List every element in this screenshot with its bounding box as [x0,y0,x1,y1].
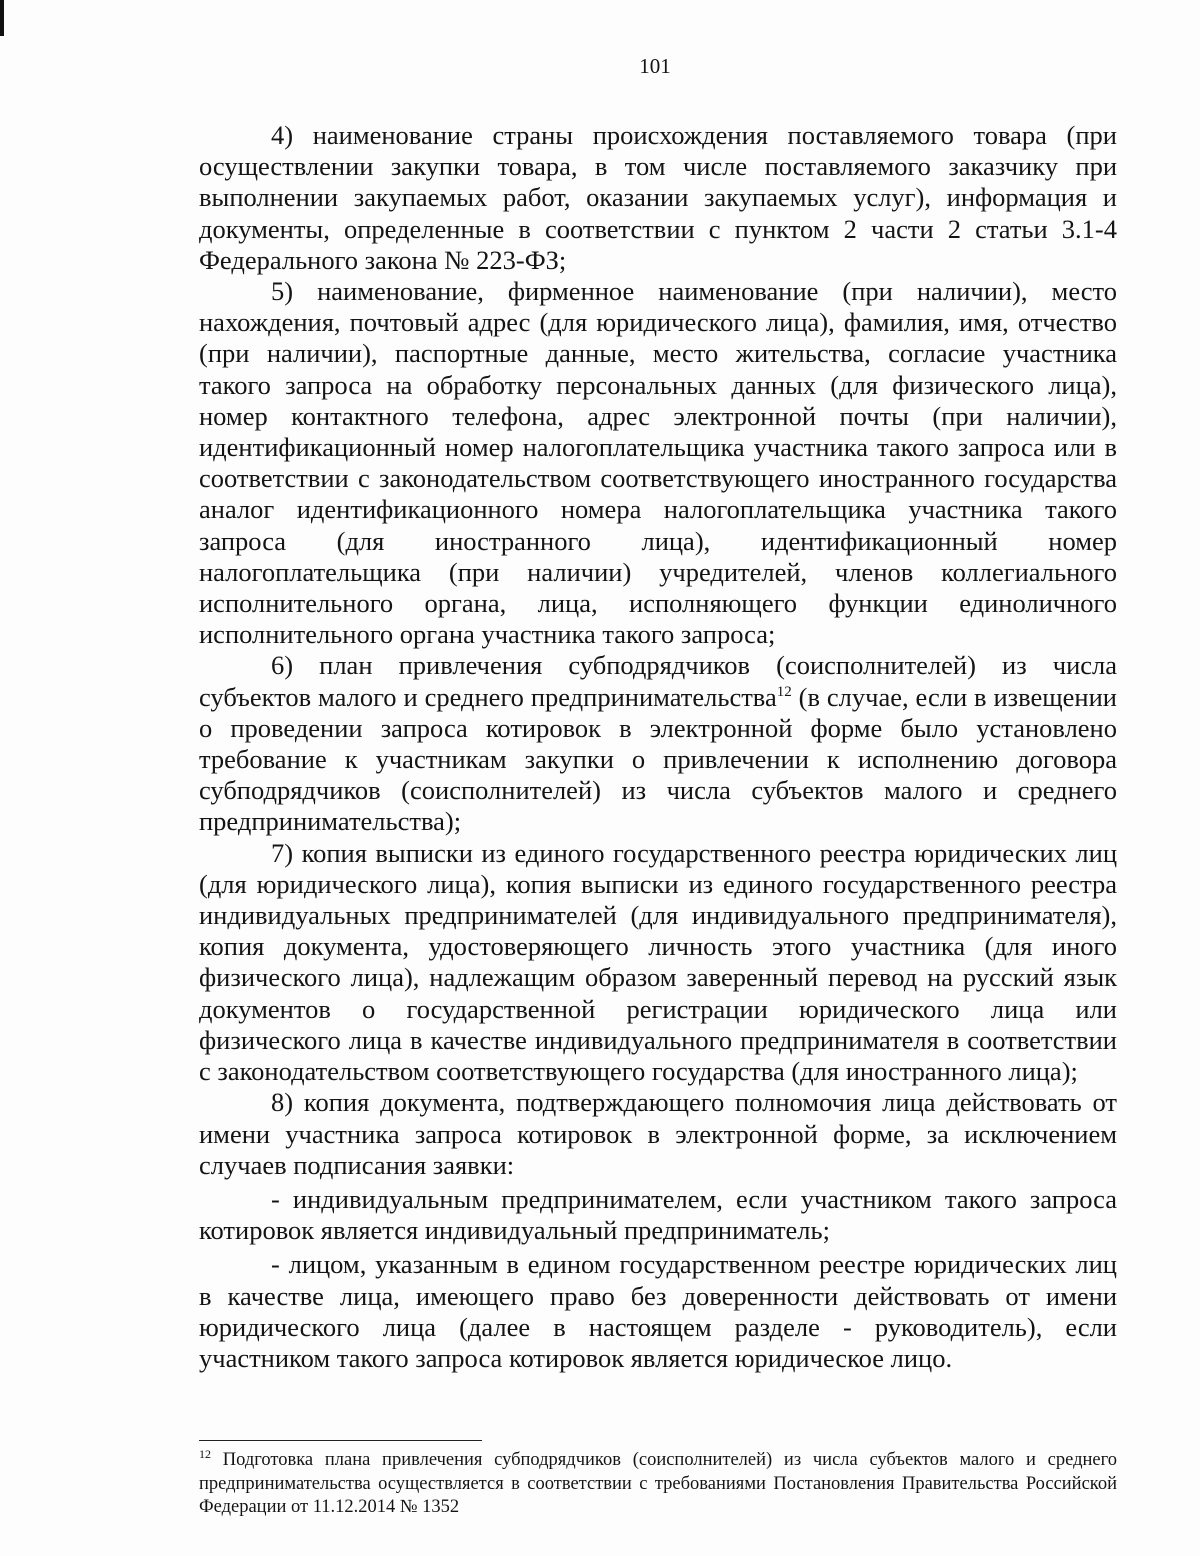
dash-item-legal-entity: - лицом, указанным в едином государственном реестре юридических лиц в качестве лица, имеющего право без доверенности действовать от имени юридического лица (далее в настоящем разделе - руководитель), если участником такого запроса котировок является юридическое лицо. [199,1249,1117,1373]
paragraph-item-4: 4) наименование страны происхождения поставляемого товара (при осуществлении закупки товара, в том числе поставляемого заказчику при выполнении закупаемых работ, оказании закупаемых услуг), информация и документы, определенные в соответствии с пунктом 2 части 2 статьи 3.1-4 Федерального закона № 223-ФЗ; [199,120,1117,275]
footnote-mark: 12 [199,1447,211,1461]
footnote-text: Подготовка плана привлечения субподрядчиков (соисполнителей) из числа субъектов малого и среднего предпринимательства осуществляется в соответствии с требованиями Постановления Правительства Российской Федерации от 11.12.2014 № 1352 [199,1450,1117,1518]
footnote [199,1449,1117,1520]
paragraph-item-5: 5) наименование, фирменное наименование (при наличии), место нахождения, почтовый адрес (для юридического лица), фамилия, имя, отчество (при наличии), паспортные данные, место жительства, согласие участника такого запроса на обработку персональных данных (для физического лица), номер контактного телефона, адрес электронной почты (при наличии), идентификационный номер налогоплательщика участника такого запроса или в соответствии с законодательством соответствующего иностранного государства аналог идентификационного номера налогоплательщика участника такого запроса (для иностранного лица), идентификационный номер налогоплательщика (при наличии) учредителей, членов коллегиального исполнительного органа, лица, исполняющего функции единоличного исполнительного органа участника такого запроса; [199,276,1117,650]
document-body [199,120,1117,1374]
scan-edge-mark [0,0,4,36]
dash-item-entrepreneur: - индивидуальным предпринимателем, если участником такого запроса котировок является индивидуальный предприниматель; [199,1183,1117,1246]
paragraph-item-6-text-continued: (в случае, если в извещении о проведении запроса котировок в электронной форме было установлено требование к участникам закупки о привлечении к исполнению договора субподрядчиков (соисполнителей) из числа субъектов малого и среднего предпринимательства); [199,681,1117,837]
footnote-separator [199,1440,482,1441]
paragraph-item-6-text: 6) план привлечения субподрядчиков (соисполнителей) из числа субъектов малого и среднего предпринимательства [199,650,1117,712]
paragraph-item-6 [199,650,1117,837]
page-number: 101 [639,54,671,78]
paragraph-item-7: 7) копия выписки из единого государственного реестра юридических лиц (для юридического лица), копия выписки из единого государственного реестра индивидуальных предпринимателей (для индивидуального предпринимателя), копия документа, удостоверяющего личность этого участника (для иного физического лица), надлежащим образом заверенный перевод на русский язык документов о государственной регистрации юридического лица или физического лица в качестве индивидуального предпринимателя в соответствии с законодательством соответствующего государства (для иностранного лица); [199,837,1117,1087]
paragraph-item-8: 8) копия документа, подтверждающего полномочия лица действовать от имени участника запроса котировок в электронной форме, за исключением случаев подписания заявки: [199,1087,1117,1180]
footnote-reference[interactable]: 12 [776,683,792,700]
